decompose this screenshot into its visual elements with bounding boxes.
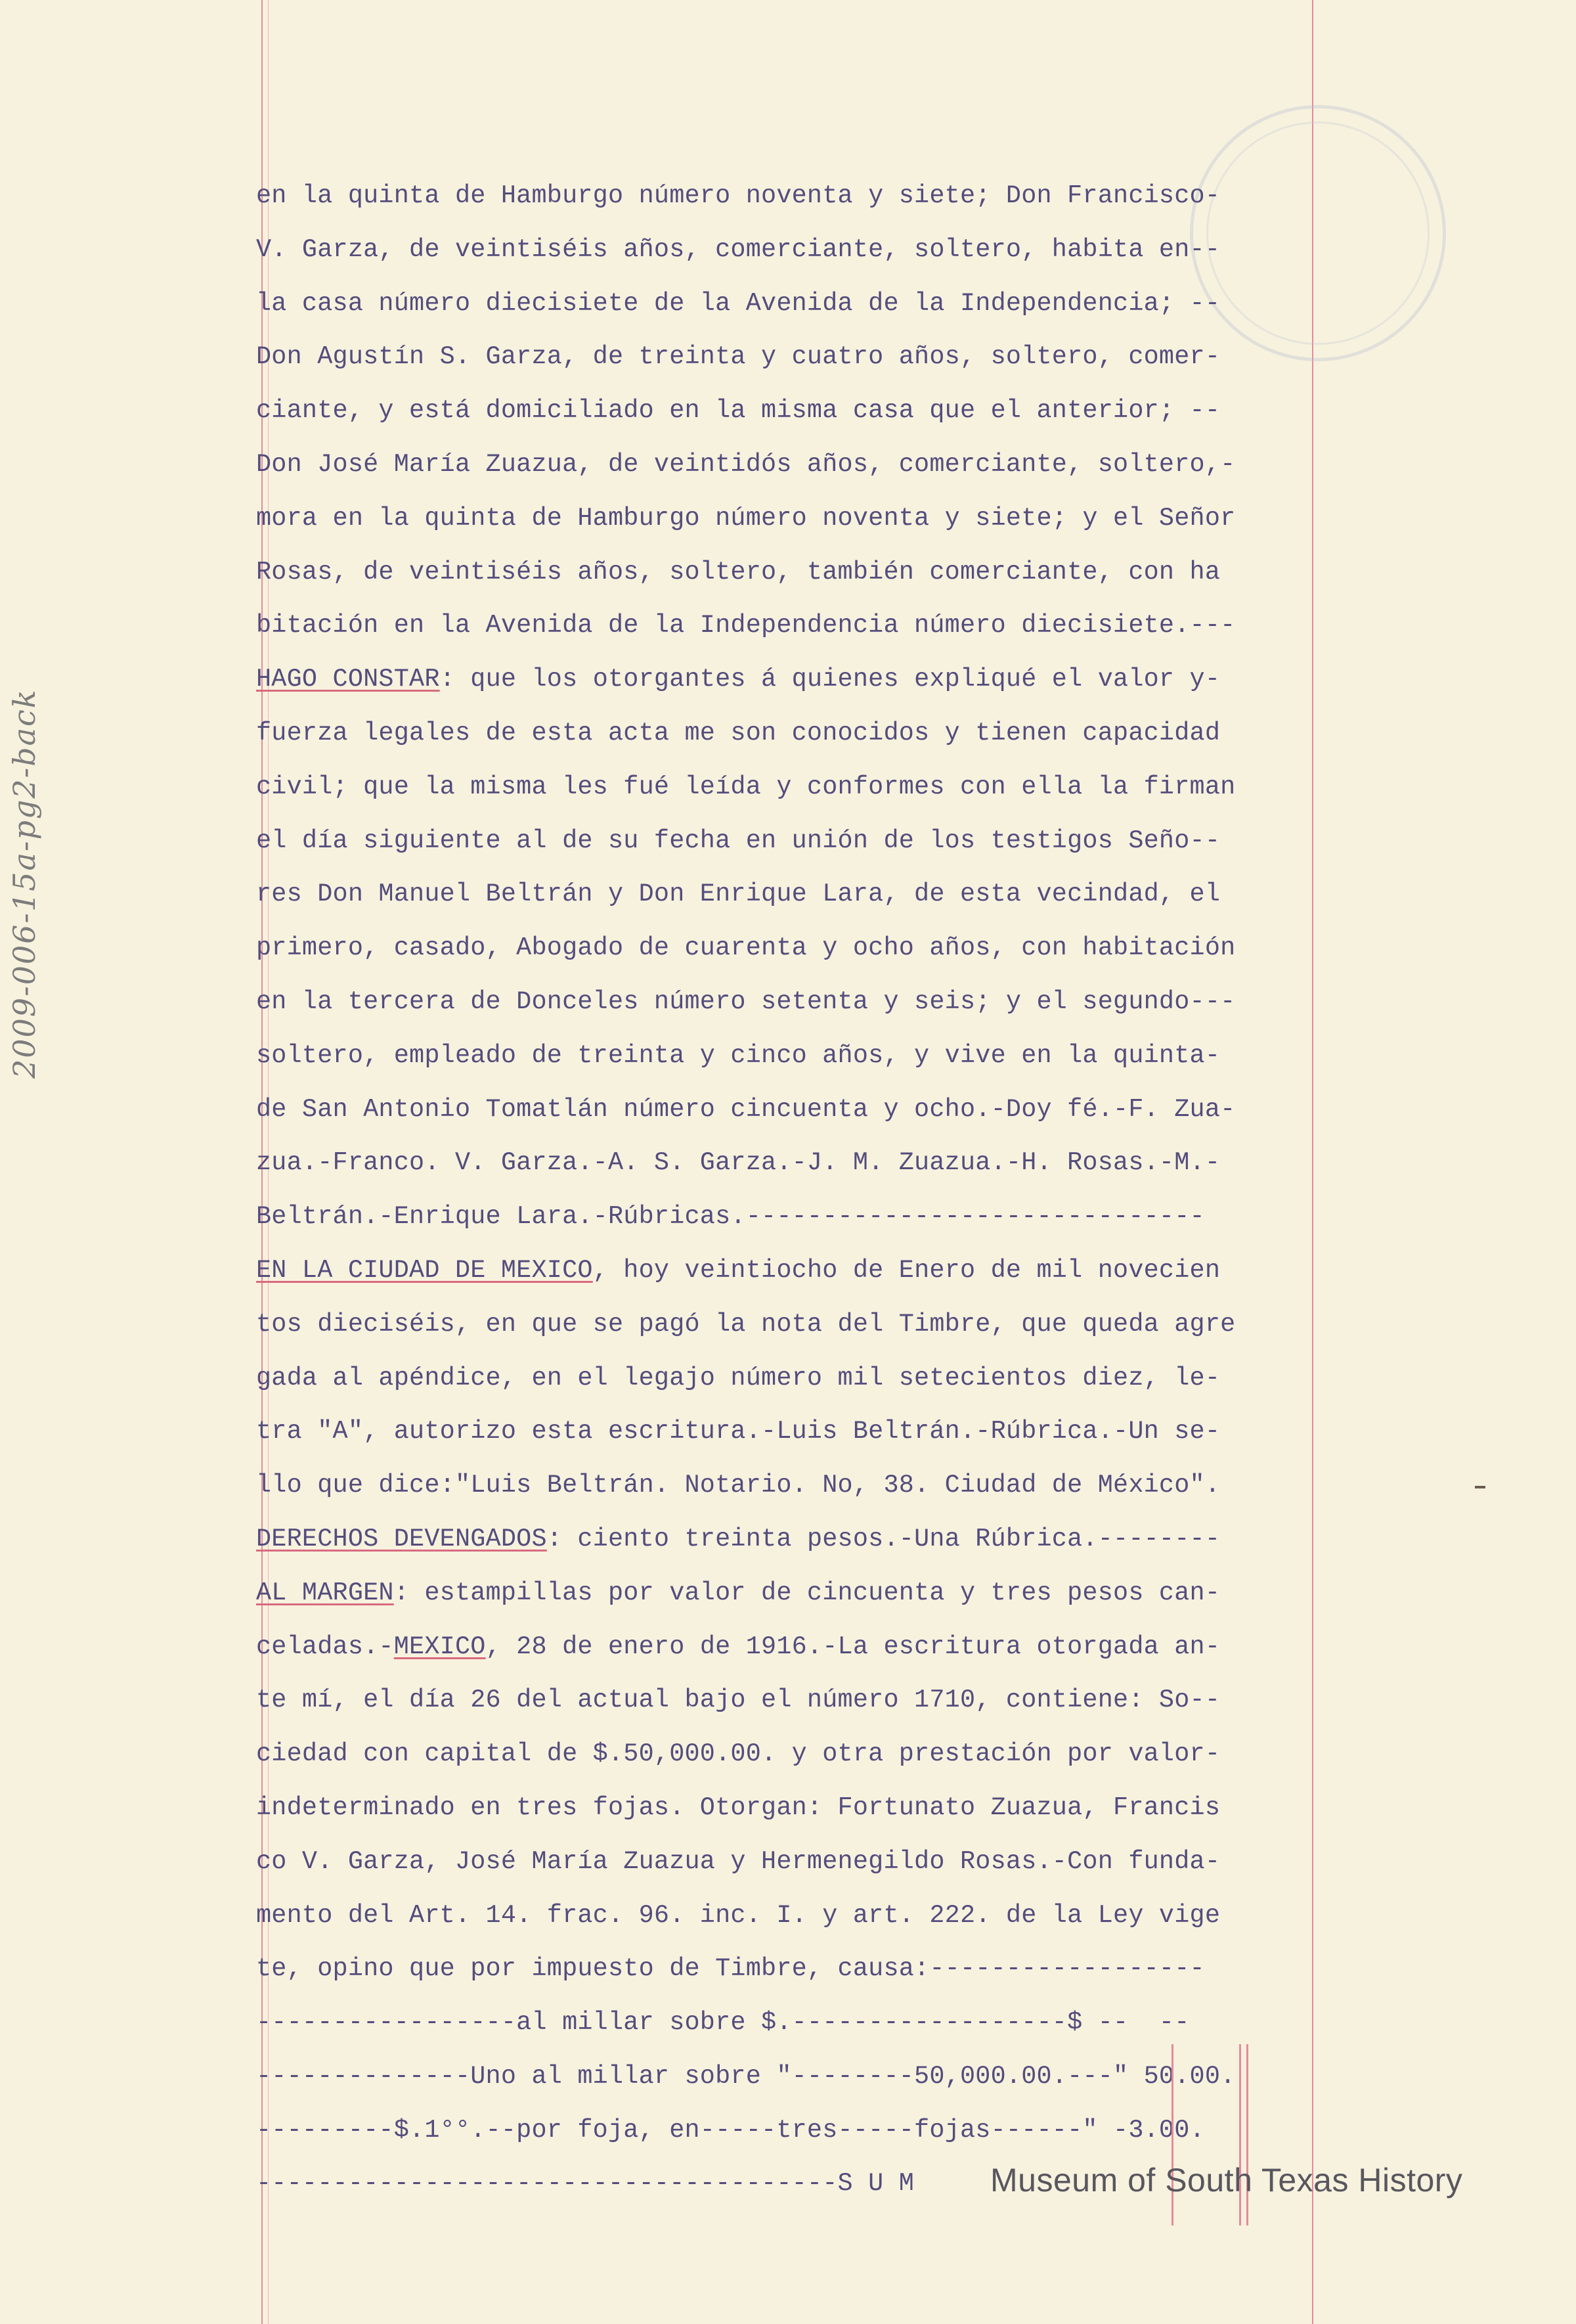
museum-watermark: Museum of South Texas History — [990, 2162, 1463, 2199]
text-line: indeterminado en tres fojas. Otorgan: Fortunato Zuazua, Francis — [256, 1793, 1221, 1822]
mexico-heading: MEXICO — [393, 1632, 486, 1661]
ciudad-text: , hoy veintiocho de Enero de mil novecien — [592, 1255, 1221, 1285]
typed-text-body — [256, 169, 1333, 2211]
hago-constar-heading: HAGO CONSTAR — [256, 665, 440, 694]
text-line: primero, casado, Abogado de cuarenta y ocho años, con habitación — [256, 933, 1236, 963]
text-line: Beltrán.-Enrique Lara.-Rúbricas.------------------------------ — [256, 1202, 1205, 1232]
text-line: mento del Art. 14. frac. 96. inc. I. y art. 222. de la Ley vige — [256, 1900, 1221, 1930]
text-line: civil; que la misma les fué leída y conformes con ella la firman — [256, 772, 1236, 801]
fee-line: -----------------al millar sobre $.------------------$ -- -- — [256, 2008, 1190, 2038]
text-line: soltero, empleado de treinta y cinco años, y vive en la quinta- — [256, 1040, 1221, 1070]
text-line: tra "A", autorizo esta escritura.-Luis Beltrán.-Rúbrica.-Un se- — [256, 1417, 1221, 1446]
text-line: tos dieciséis, en que se pagó la nota del Timbre, que queda agre — [256, 1309, 1236, 1339]
hago-constar-text: : que los otorgantes á quienes expliqué el valor y- — [439, 665, 1221, 694]
text-line: mora en la quinta de Hamburgo número noventa y siete; y el Señor — [256, 503, 1236, 533]
text-line: Rosas, de veintiséis años, soltero, también comerciante, con ha — [256, 557, 1221, 587]
text-line: Don José María Zuazua, de veintidós años, comerciante, soltero,- — [256, 449, 1236, 479]
text-line: Don Agustín S. Garza, de treinta y cuatro años, soltero, comer- — [256, 342, 1221, 372]
mexico-prefix: celadas.- — [256, 1632, 394, 1661]
text-line: res Don Manuel Beltrán y Don Enrique Lara, de esta vecindad, el — [256, 880, 1221, 909]
text-line: V. Garza, de veintiséis años, comerciante, soltero, habita en-- — [256, 235, 1221, 264]
margen-text: : estampillas por valor de cincuenta y tres pesos can- — [393, 1578, 1221, 1607]
text-line: bitación en la Avenida de la Independencia número diecisiete.--- — [256, 611, 1236, 640]
text-line: llo que dice:"Luis Beltrán. Notario. No, 38. Ciudad de México". — [256, 1471, 1221, 1500]
mexico-text: , 28 de enero de 1916.-La escritura otorgada an- — [485, 1632, 1221, 1661]
hago-constar-line — [256, 653, 1333, 707]
text-line: ciante, y está domiciliado en la misma casa que el anterior; -- — [256, 396, 1221, 426]
derechos-line — [256, 1513, 1333, 1567]
text-line: ciedad con capital de $.50,000.00. y otra prestación por valor- — [256, 1739, 1221, 1769]
text-line: co V. Garza, José María Zuazua y Hermenegildo Rosas.-Con funda- — [256, 1846, 1221, 1876]
margin-tick-mark — [1475, 1486, 1485, 1488]
derechos-heading: DERECHOS DEVENGADOS — [256, 1524, 547, 1553]
fee-line: ---------$.1°°.--por foja, en-----tres-----fojas------" -3.00. — [256, 2115, 1205, 2145]
text-line: de San Antonio Tomatlán número cincuenta y ocho.-Doy fé.-F. Zua- — [256, 1094, 1236, 1124]
ciudad-heading: EN LA CIUDAD DE MEXICO — [256, 1255, 593, 1285]
text-line: fuerza legales de esta acta me son conocidos y tienen capacidad — [256, 718, 1221, 748]
text-line: en la quinta de Hamburgo número noventa y siete; Don Francisco- — [256, 181, 1221, 210]
text-line: el día siguiente al de su fecha en unión de los testigos Seño-- — [256, 826, 1221, 855]
text-line: te mí, el día 26 del actual bajo el número 1710, contiene: So-- — [256, 1686, 1221, 1715]
text-line: zua.-Franco. V. Garza.-A. S. Garza.-J. M. Zuazua.-H. Rosas.-M.- — [256, 1148, 1221, 1178]
ciudad-line — [256, 1244, 1333, 1298]
fee-line: --------------Uno al millar sobre "--------50,000.00.---" 50.00. — [256, 2061, 1236, 2091]
mexico-line — [256, 1620, 1333, 1674]
derechos-text: : ciento treinta pesos.-Una Rúbrica.-------- — [546, 1524, 1221, 1553]
handwritten-margin-note: 2009-006-15a-pg2-back — [7, 688, 42, 1079]
text-line: gada al apéndice, en el legajo número mil setecientos diez, le- — [256, 1363, 1221, 1393]
sum-line: --------------------------------------S U M — [256, 2169, 915, 2199]
text-line: la casa número diecisiete de la Avenida de la Independencia; -- — [256, 288, 1221, 318]
margen-line — [256, 1567, 1333, 1620]
text-line: en la tercera de Donceles número setenta y seis; y el segundo--- — [256, 987, 1236, 1016]
margen-heading: AL MARGEN — [256, 1578, 394, 1607]
text-line: te, opino que por impuesto de Timbre, causa:------------------ — [256, 1954, 1205, 1984]
